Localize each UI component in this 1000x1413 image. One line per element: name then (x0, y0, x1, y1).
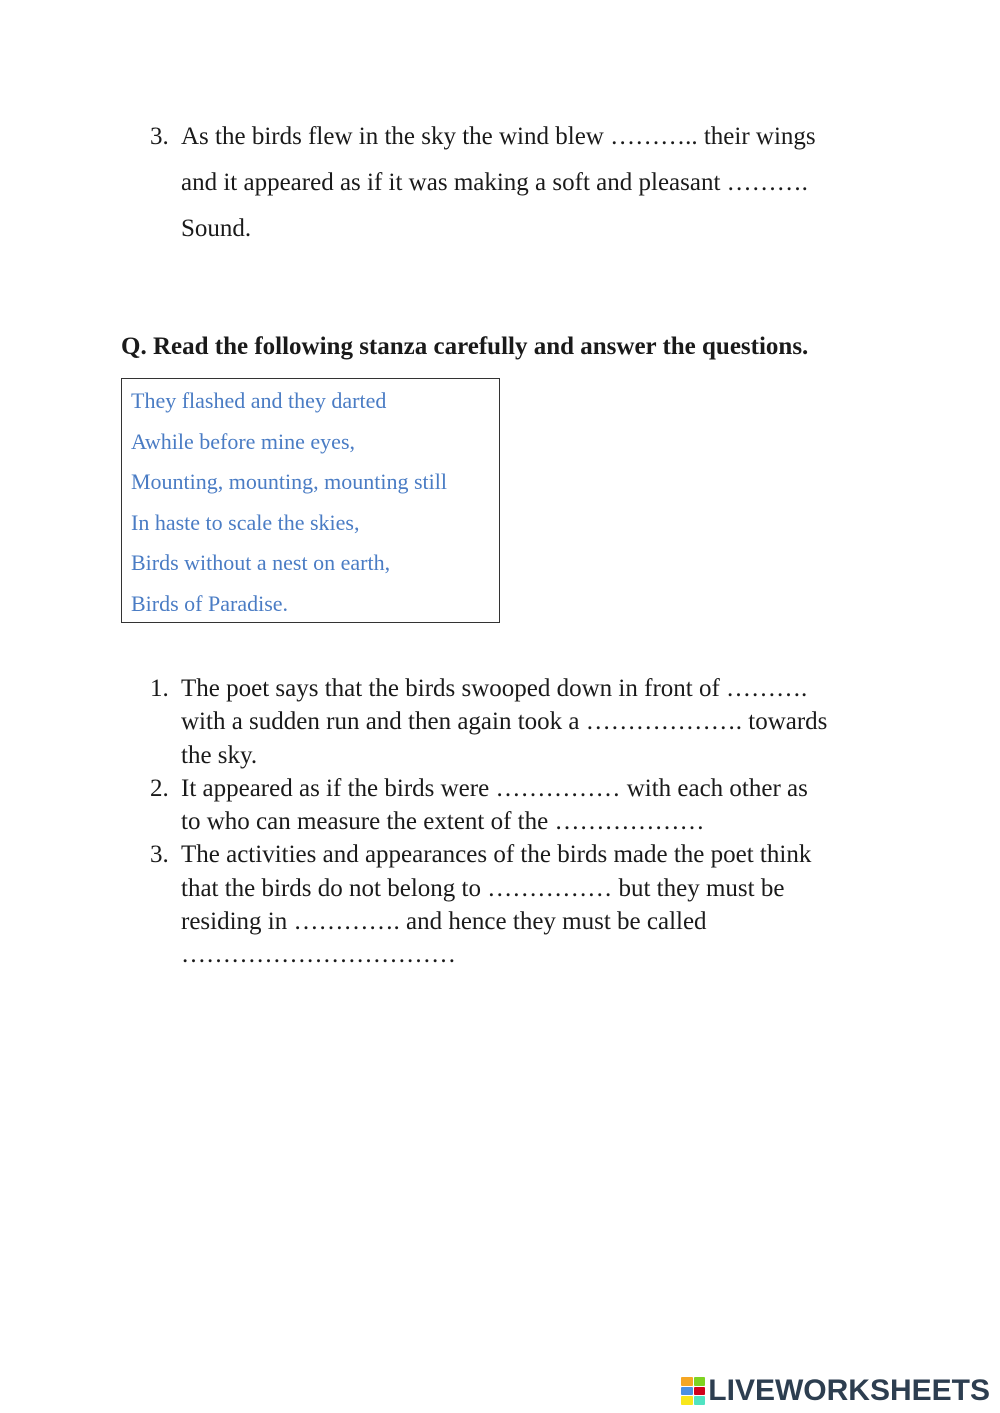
section-heading: Q. Read the following stanza carefully and answer the questions. (121, 333, 809, 360)
question-line: The activities and appearances of the birds made the poet think (181, 841, 812, 869)
liveworksheets-logo (681, 1374, 990, 1408)
question-text (181, 672, 890, 772)
stanza-line: Mounting, mounting, mounting still (131, 469, 447, 494)
question-item-1 (150, 672, 890, 772)
logo-block (681, 1396, 693, 1405)
logo-block (694, 1396, 706, 1405)
question-line: The poet says that the birds swooped down in front of ………. (181, 675, 808, 702)
question-line: and it appeared as if it was making a soft and pleasant ………. (181, 169, 808, 196)
question-number: 3. (150, 841, 169, 869)
question-line: Sound. (181, 215, 252, 242)
logo-block (694, 1387, 706, 1396)
stanza-line: In haste to scale the skies, (131, 509, 360, 535)
stanza-line: Awhile before mine eyes, (131, 428, 356, 454)
question-line: with a sudden run and then again took a ………………. towards (181, 708, 828, 736)
logo-blocks-icon (681, 1377, 705, 1405)
logo-text: LIVEWORKSHEETS (708, 1374, 990, 1407)
question-number: 3. (150, 123, 169, 150)
question-line: the sky. (181, 741, 258, 769)
question-line: As the birds flew in the sky the wind blew ……….. their wings (181, 123, 816, 150)
question-text (181, 772, 890, 839)
question-line: It appeared as if the birds were …………… with each other as (181, 774, 808, 802)
question-item-2 (150, 772, 890, 839)
question-item-3 (150, 838, 890, 971)
question-line: residing in …………. and hence they must be called (181, 908, 707, 936)
logo-block (681, 1377, 693, 1386)
question-number: 1. (150, 675, 169, 702)
question-list (150, 672, 890, 972)
question-number: 2. (150, 774, 169, 802)
question-line: to who can measure the extent of the ……………… (181, 808, 705, 836)
stanza-line: Birds of Paradise. (131, 590, 289, 616)
question-line: …………………………… (181, 941, 456, 969)
stanza-line: Birds without a nest on earth, (131, 550, 391, 575)
logo-block (694, 1377, 706, 1386)
stanza-line: They flashed and they darted (131, 388, 387, 413)
question-text (181, 838, 890, 971)
question-line: that the birds do not belong to …………… but they must be (181, 874, 785, 902)
logo-block (681, 1387, 693, 1396)
stanza-box (121, 378, 500, 623)
question-text (181, 114, 890, 252)
top-question (150, 114, 890, 252)
